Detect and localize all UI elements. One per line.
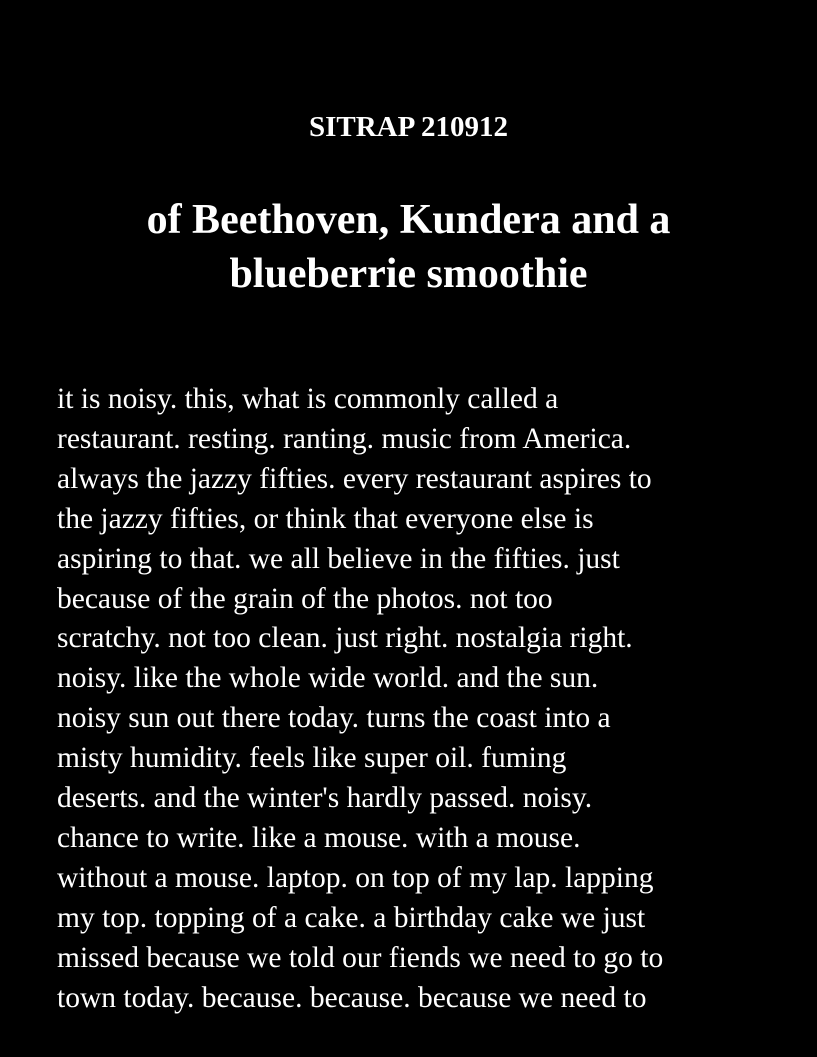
body-line: noisy sun out there today. turns the coast into a: [57, 702, 611, 735]
document-body: [57, 380, 797, 1019]
body-line: misty humidity. feels like super oil. fuming: [57, 742, 567, 775]
document-title: [0, 193, 817, 301]
body-line: missed because we told our fiends we need to go to: [57, 941, 664, 974]
body-line: my top. topping of a cake. a birthday cake we just: [57, 901, 646, 934]
body-line: restaurant. resting. ranting. music from America.: [57, 422, 632, 455]
title-line: blueberrie smoothie: [229, 251, 588, 297]
body-line: chance to write. like a mouse. with a mouse.: [57, 821, 581, 854]
body-line: it is noisy. this, what is commonly called a: [57, 383, 559, 415]
body-line: always the jazzy fifties. every restaurant aspires to: [57, 462, 652, 495]
body-line: town today. because. because. because we need to: [57, 981, 647, 1014]
body-line: scratchy. not too clean. just right. nostalgia right.: [57, 622, 633, 655]
body-line: deserts. and the winter's hardly passed. noisy.: [57, 782, 593, 815]
body-line: aspiring to that. we all believe in the fifties. just: [57, 542, 620, 575]
body-line: without a mouse. laptop. on top of my lap. lapping: [57, 861, 654, 894]
title-line: of Beethoven, Kundera and a: [146, 197, 671, 243]
document-subtitle: SITRAP 210912: [308, 111, 508, 143]
body-line: the jazzy fifties, or think that everyone else is: [57, 502, 594, 535]
body-line: because of the grain of the photos. not too: [57, 582, 553, 615]
body-line: noisy. like the whole wide world. and the sun.: [57, 662, 599, 695]
